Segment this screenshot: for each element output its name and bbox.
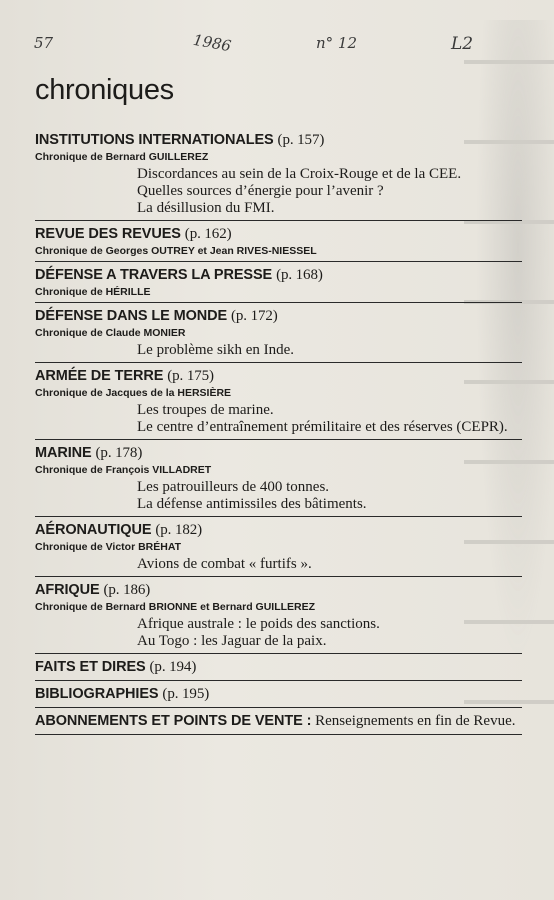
- entry-item: Discordances au sein de la Croix-Rouge et de la CEE.: [137, 166, 462, 182]
- entry-page-ref: (p. 162): [184, 226, 232, 242]
- entry-heading: DÉFENSE DANS LE MONDE: [35, 308, 228, 324]
- entry-author: Chronique de Bernard BRIONNE et Bernard GUILLEREZ: [35, 601, 316, 613]
- entry-item: Les patrouilleurs de 400 tonnes.: [137, 479, 330, 495]
- entry-items: [137, 554, 522, 573]
- entry-item: La désillusion du FMI.: [137, 200, 275, 216]
- entry-items: [137, 614, 522, 650]
- toc-entries: [35, 131, 522, 708]
- entry-item: Avions de combat « furtifs ».: [137, 556, 312, 572]
- toc-entry: [35, 262, 522, 303]
- toc-entry: [35, 654, 522, 681]
- entry-page-ref: (p. 195): [162, 686, 210, 702]
- entry-items: [137, 477, 522, 513]
- entry-heading: FAITS ET DIRES: [35, 659, 146, 675]
- entry-heading: REVUE DES REVUES: [35, 226, 181, 242]
- toc-entry: [35, 517, 522, 577]
- page-title: chroniques: [35, 74, 174, 106]
- entry-author: Chronique de Jacques de la HERSIÈRE: [35, 387, 232, 399]
- entry-heading: ARMÉE DE TERRE: [35, 368, 164, 384]
- entry-item: Au Togo : les Jaguar de la paix.: [137, 633, 327, 649]
- entry-author: Chronique de Georges OUTREY et Jean RIVES-NIESSEL: [35, 245, 317, 257]
- toc-entry: [35, 221, 522, 262]
- handwritten-note-code: L2: [451, 34, 474, 54]
- toc-entry: [35, 131, 522, 221]
- entry-heading: INSTITUTIONS INTERNATIONALES: [35, 132, 274, 148]
- toc-entry: [35, 363, 522, 440]
- entry-heading: MARINE: [35, 445, 92, 461]
- entry-page-ref: (p. 168): [276, 267, 323, 283]
- toc-entry: [35, 440, 522, 517]
- entry-items: [137, 340, 522, 359]
- entry-page-ref: (p. 178): [95, 445, 143, 461]
- entry-item: Les troupes de marine.: [137, 402, 274, 418]
- entry-author: Chronique de Claude MONIER: [35, 327, 186, 339]
- toc-entry: [35, 577, 522, 654]
- entry-page-ref: (p. 182): [155, 522, 203, 538]
- entry-item: La défense antimissiles des bâtiments.: [137, 496, 367, 512]
- entry-item: Quelles sources d’énergie pour l’avenir ?: [137, 183, 384, 199]
- entry-author: Chronique de Victor BRÉHAT: [35, 541, 182, 553]
- entry-items: [137, 164, 522, 217]
- entry-item: Le problème sikh en Inde.: [137, 342, 295, 358]
- entry-heading: ABONNEMENTS ET POINTS DE VENTE :: [35, 713, 312, 729]
- entry-page-ref: (p. 175): [167, 368, 214, 384]
- entry-page-ref: (p. 157): [277, 132, 325, 148]
- table-of-contents: [35, 131, 522, 735]
- entry-item: Le centre d’entraînement prémilitaire et des réserves (CEPR).: [137, 419, 508, 435]
- entry-items: [137, 400, 522, 436]
- toc-entry: [35, 303, 522, 363]
- entry-page-ref: (p. 194): [149, 659, 197, 675]
- entry-author: Chronique de Bernard GUILLEREZ: [35, 151, 209, 163]
- entry-author: Chronique de HÉRILLE: [35, 286, 151, 298]
- entry-text: Renseignements en fin de Revue.: [315, 713, 516, 729]
- entry-heading: AFRIQUE: [35, 582, 100, 598]
- entry-page-ref: (p. 172): [231, 308, 278, 324]
- toc-entry-subscriptions: [35, 708, 522, 735]
- handwritten-note-year: 1986: [191, 30, 233, 56]
- handwritten-note-number: 57: [34, 34, 54, 52]
- entry-page-ref: (p. 186): [103, 582, 151, 598]
- entry-heading: BIBLIOGRAPHIES: [35, 686, 159, 702]
- entry-heading: DÉFENSE A TRAVERS LA PRESSE: [35, 267, 273, 283]
- toc-entry: [35, 681, 522, 708]
- entry-item: Afrique australe : le poids des sanctions.: [137, 616, 380, 632]
- entry-author: Chronique de François VILLADRET: [35, 464, 212, 476]
- entry-heading: AÉRONAUTIQUE: [35, 522, 152, 538]
- handwritten-note-issue: n° 12: [316, 34, 358, 52]
